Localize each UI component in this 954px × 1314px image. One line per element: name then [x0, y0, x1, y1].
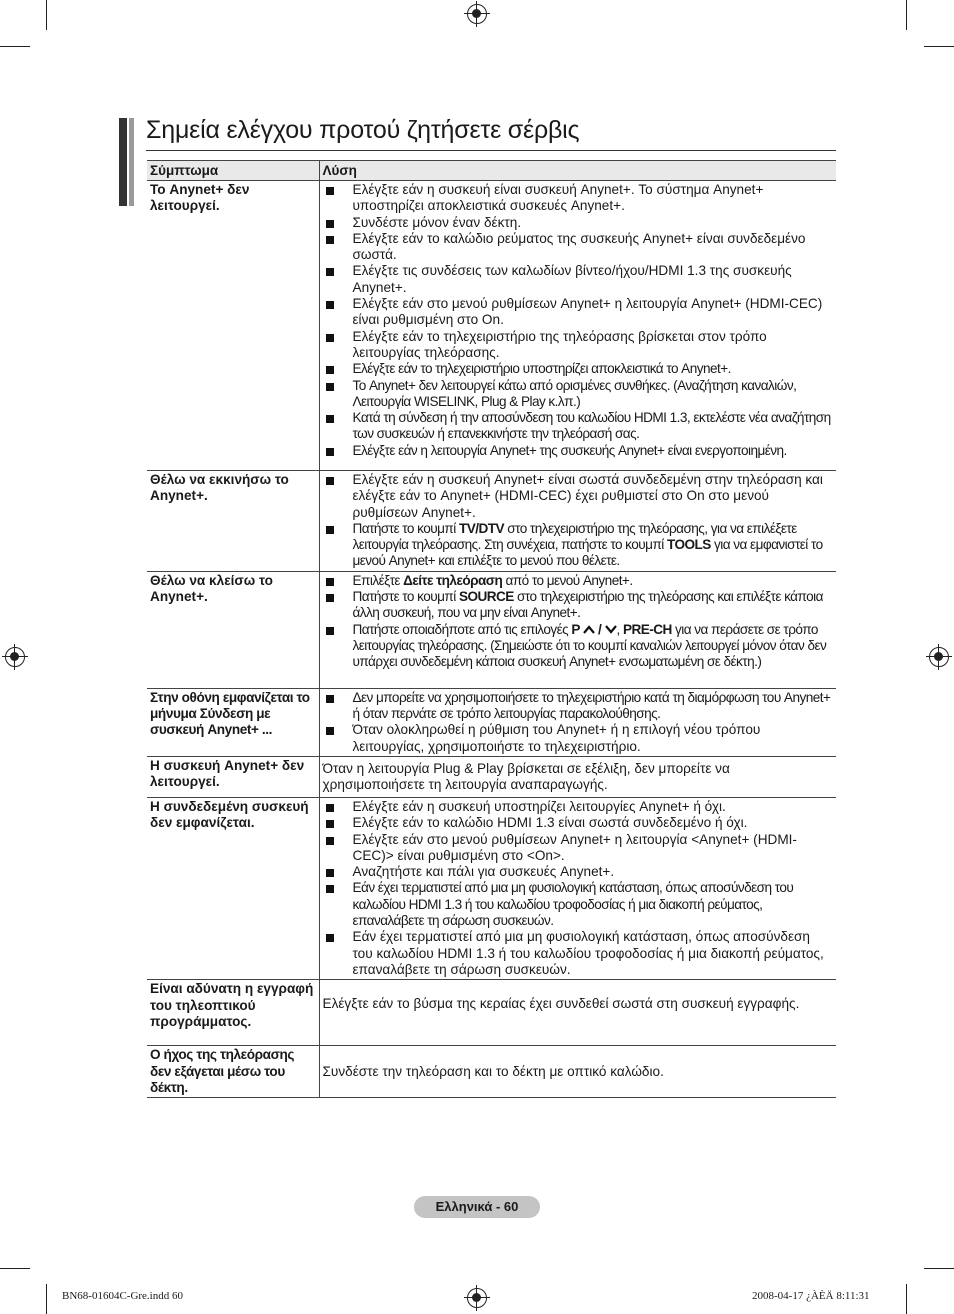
bullet-icon: [326, 268, 334, 276]
list-item: Πατήστε το κουμπί TV/DTV στο τηλεχειριστήριο της τηλεόρασης, για να επιλέξετε λειτουργία τηλεόρασης. Στη συνέχεια, πατήστε το κουμπί TOOLS για να εμφανιστεί το μενού Anynet+ και επιλέξτε το μενού που θέλετε.: [323, 521, 834, 570]
list-item: Εάν έχει τερματιστεί από μια μη φυσιολογική κατάσταση, όπως αποσύνδεση του καλωδίου HDMI 1.3 ή του καλωδίου τροφοδοσίας ή μια διακοπή ρεύματος, επαναλάβετε τη σάρωση συσκευών.: [323, 880, 834, 929]
symptom-cell: Το Anynet+ δεν λειτουργεί.: [147, 181, 319, 471]
bullet-icon: [326, 366, 334, 374]
crop-mark: [46, 0, 47, 30]
table-row: [147, 980, 836, 1046]
bullet-icon: [326, 578, 334, 586]
list-item: Ελέγξτε εάν η λειτουργία Anynet+ της συσκευής Anynet+ είναι ενεργοποιημένη.: [323, 443, 834, 459]
bullet-icon: [326, 934, 334, 942]
troubleshooting-table: [147, 160, 836, 1098]
registration-mark-icon: [929, 647, 949, 667]
bullet-icon: [326, 695, 334, 703]
bullet-icon: [326, 727, 334, 735]
registration-mark-icon: [5, 647, 25, 667]
list-item: Ελέγξτε εάν η συσκευή είναι συσκευή Anynet+. Το σύστημα Anynet+ υποστηρίζει αποκλειστικά συσκευές Anynet+.: [323, 182, 834, 215]
bullet-icon: [326, 301, 334, 309]
file-slug: BN68-01604C-Gre.indd 60: [62, 1290, 183, 1302]
page-number-badge: Ελληνικά - 60: [414, 1196, 540, 1218]
list-item: Ελέγξτε εάν στο μενού ρυθμίσεων Anynet+ η λειτουργία <Anynet+ (HDMI-CEC)> είναι ρυθμισμένη στο <On>.: [323, 832, 834, 865]
solution-cell: Όταν η λειτουργία Plug & Play βρίσκεται σε εξέλιξη, δεν μπορείτε να χρησιμοποιήσετε τη λειτουργία αναπαραγωγής.: [319, 756, 836, 797]
crop-mark: [924, 46, 954, 47]
bullet-icon: [326, 383, 334, 391]
symptom-cell: Θέλω να κλείσω το Anynet+.: [147, 571, 319, 688]
header-solution: Λύση: [319, 161, 836, 181]
list-item: Ελέγξτε τις συνδέσεις των καλωδίων βίντεο/ήχου/HDMI 1.3 της συσκευής Anynet+.: [323, 263, 834, 296]
bullet-icon: [326, 837, 334, 845]
bullet-icon: [326, 804, 334, 812]
list-item: Ελέγξτε εάν το τηλεχειριστήριο υποστηρίζει αποκλειστικά το Anynet+.: [323, 361, 834, 377]
bullet-icon: [326, 885, 334, 893]
list-item: Εάν έχει τερματιστεί από μια μη φυσιολογική κατάσταση, όπως αποσύνδεση του καλωδίου HDMI 1.3 ή του καλωδίου τροφοδοσίας ή μια διακοπή ρεύματος, επαναλάβετε τη σάρωση συσκευών.: [323, 929, 834, 978]
page-title: Σημεία ελέγχου προτού ζητήσετε σέρβις: [146, 116, 580, 144]
list-item: Ελέγξτε εάν η συσκευή Anynet+ είναι σωστά συνδεδεμένη στην τηλεόραση και ελέγξτε εάν το Anynet+ (HDMI-CEC) έχει ρυθμιστεί στο On στο μενού ρυθμίσεων Anynet+.: [323, 472, 834, 521]
symptom-cell: Η συνδεδεμένη συσκευή δεν εμφανίζεται.: [147, 797, 319, 979]
table-row: [147, 688, 836, 756]
solution-cell: Συνδέστε την τηλεόραση και το δέκτη με οπτικό καλώδιο.: [319, 1046, 836, 1098]
table-row: [147, 181, 836, 471]
list-item: Όταν ολοκληρωθεί η ρύθμιση του Anynet+ ή η επιλογή νέου τρόπου λειτουργίας, χρησιμοποιήστε το τηλεχειριστήριο.: [323, 722, 834, 755]
crop-mark: [0, 1268, 30, 1269]
symptom-cell: Στην οθόνη εμφανίζεται το μήνυμα Σύνδεση με συσκευή Anynet+ ...: [147, 688, 319, 756]
list-item: Ελέγξτε εάν στο μενού ρυθμίσεων Anynet+ η λειτουργία Anynet+ (HDMI-CEC) είναι ρυθμισμένη στο On.: [323, 296, 834, 329]
crop-mark: [906, 0, 907, 30]
solution-cell: [319, 571, 836, 688]
list-item: Επιλέξτε Δείτε τηλεόραση από το μενού Anynet+.: [323, 573, 834, 589]
bullet-icon: [326, 627, 334, 635]
table-row: [147, 571, 836, 688]
list-item: Συνδέστε μόνον έναν δέκτη.: [323, 215, 834, 231]
bullet-icon: [326, 869, 334, 877]
bullet-icon: [326, 594, 334, 602]
bullet-icon: [326, 526, 334, 534]
table-row: [147, 471, 836, 572]
p-key: P: [571, 621, 583, 637]
symptom-cell: Ο ήχος της τηλεόρασης δεν εξάγεται μέσω του δέκτη.: [147, 1046, 319, 1098]
table-row: [147, 756, 836, 797]
registration-mark-icon: [467, 4, 487, 24]
list-item: Το Anynet+ δεν λειτουργεί κάτω από ορισμένες συνθήκες. (Αναζήτηση καναλιών, Λειτουργία WISELINK, Plug & Play κ.λπ.): [323, 378, 834, 411]
list-item: Δεν μπορείτε να χρησιμοποιήσετε το τηλεχειριστήριο κατά τη διαμόρφωση του Anynet+ ή όταν περνάτε σε τρόπο λειτουργίας παρακολούθησης.: [323, 690, 834, 723]
crop-mark: [924, 1268, 954, 1269]
symptom-cell: Η συσκευή Anynet+ δεν λειτουργεί.: [147, 756, 319, 797]
date-slug: 2008-04-17 ¿ÀÈÄ 8:11:31: [752, 1290, 870, 1302]
solution-cell: Ελέγξτε εάν το βύσμα της κεραίας έχει συνδεθεί σωστά στη συσκευή εγγραφής.: [319, 980, 836, 1046]
table-row: [147, 1046, 836, 1098]
list-item: Ελέγξτε εάν η συσκευή υποστηρίζει λειτουργίες Anynet+ ή όχι.: [323, 799, 834, 815]
crop-mark: [906, 1284, 907, 1314]
bullet-icon: [326, 820, 334, 828]
list-item: Αναζητήστε και πάλι για συσκευές Anynet+.: [323, 864, 834, 880]
bullet-icon: [326, 334, 334, 342]
bullet-icon: [326, 236, 334, 244]
pre-ch-key: PRE-CH: [622, 621, 672, 637]
tv-dtv-key: TV/DTV: [458, 520, 504, 536]
solution-cell: [319, 797, 836, 979]
side-bar-dark: [119, 118, 127, 206]
list-item: Ελέγξτε εάν το καλώδιο HDMI 1.3 είναι σωστά συνδεδεμένο ή όχι.: [323, 815, 834, 831]
title-rule: [146, 150, 836, 151]
tools-key: TOOLS: [666, 537, 711, 553]
side-bar-light: [129, 118, 134, 206]
crop-mark: [46, 1284, 47, 1314]
key-separator: /: [594, 621, 605, 637]
list-item: Πατήστε οποιαδήποτε από τις επιλογές P / , PRE-CH για να περάσετε σε τρόπο λειτουργίας τηλεόρασης. (Σημειώστε ότι το κουμπί καναλιών λειτουργεί μόνον όταν δεν υπάρχει συνδεδεμένη κάποια συσκευή Anynet+ ενσωματωμένη σε δέκτη.): [323, 622, 834, 671]
source-key: SOURCE: [458, 589, 514, 605]
list-item: Κατά τη σύνδεση ή την αποσύνδεση του καλωδίου HDMI 1.3, εκτελέστε νέα αναζήτηση των συσκευών ή επανεκκινήστε την τηλεόρασή σας.: [323, 410, 834, 443]
symptom-cell: Θέλω να εκκινήσω το Anynet+.: [147, 471, 319, 572]
bullet-icon: [326, 448, 334, 456]
header-symptom: Σύμπτωμα: [147, 161, 319, 181]
symptom-cell: Είναι αδύνατη η εγγραφή του τηλεοπτικού προγράμματος.: [147, 980, 319, 1046]
chevron-down-icon: [605, 625, 617, 634]
list-item: Ελέγξτε εάν το καλώδιο ρεύματος της συσκευής Anynet+ είναι συνδεδεμένο σωστά.: [323, 231, 834, 264]
chevron-up-icon: [583, 625, 595, 634]
solution-cell: [319, 181, 836, 471]
table-row: [147, 797, 836, 979]
crop-mark: [0, 46, 30, 47]
solution-cell: [319, 471, 836, 572]
list-item: Πατήστε το κουμπί SOURCE στο τηλεχειριστήριο της τηλεόρασης και επιλέξτε κάποια άλλη συσκευή, που να μην είναι Anynet+.: [323, 589, 834, 622]
table-header-row: [147, 161, 836, 181]
bullet-icon: [326, 415, 334, 423]
registration-mark-icon: [467, 1288, 487, 1308]
list-item: Ελέγξτε εάν το τηλεχειριστήριο της τηλεόρασης βρίσκεται στον τρόπο λειτουργίας τηλεόρασης.: [323, 329, 834, 362]
bullet-icon: [326, 477, 334, 485]
watch-tv-option: Δείτε τηλεόραση: [403, 572, 503, 588]
solution-cell: [319, 688, 836, 756]
bullet-icon: [326, 187, 334, 195]
bullet-icon: [326, 220, 334, 228]
